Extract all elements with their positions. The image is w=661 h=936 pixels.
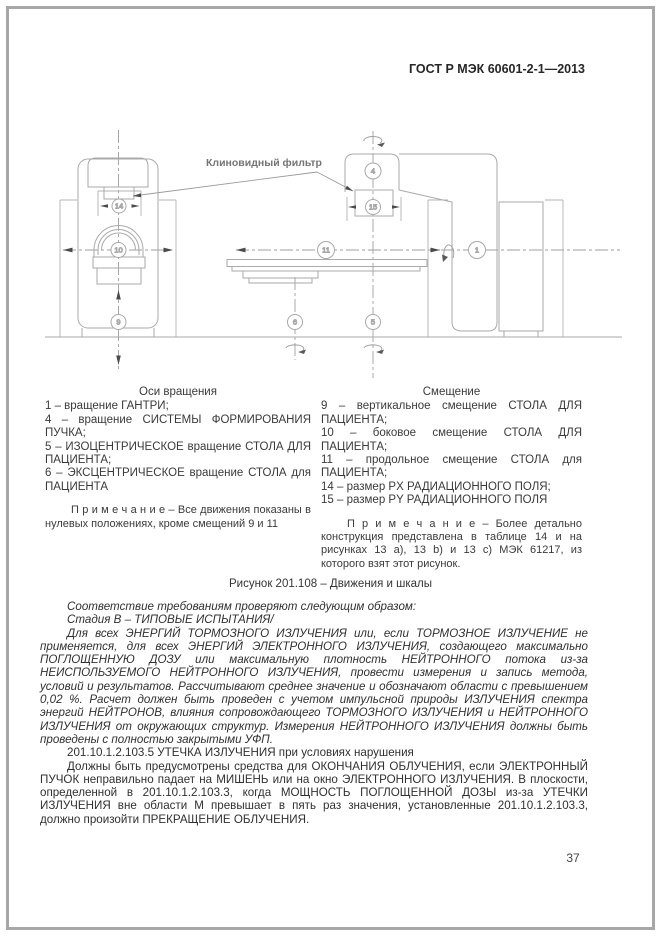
legend-axes-title: Оси вращения — [139, 386, 217, 398]
legend-item: 6 – ЭКСЦЕНТРИЧЕСКОЕ вращение СТОЛА для ПАЦИЕНТА — [45, 467, 311, 493]
legend-item: 5 – ИЗОЦЕНТРИЧЕСКОЕ вращение СТОЛА ДЛЯ ПАЦИЕНТА; — [45, 440, 311, 467]
gantry-side-outline — [399, 154, 497, 331]
callout-14 — [112, 199, 126, 213]
treatment-head-front — [88, 158, 148, 187]
legend-item: 11 – продольное смещение СТОЛА для ПАЦИЕНТА; — [321, 454, 582, 480]
svg-text:5: 5 — [370, 317, 376, 327]
legend-displacement — [321, 386, 582, 571]
svg-text:4: 4 — [370, 166, 376, 176]
svg-text:1: 1 — [474, 245, 480, 255]
callout-10 — [111, 243, 126, 258]
page-number: 37 — [566, 851, 580, 865]
note-right: П р и м е ч а н и е – Более детально конструкция представлена в таблице 14 и на рисунках 13 a), 13 b) и 13 c) МЭК 61217, из которого взят этот рисунок. — [321, 517, 582, 570]
figure-legend — [45, 386, 582, 571]
callout-15 — [366, 200, 381, 215]
svg-text:15: 15 — [368, 202, 378, 212]
note-left: П р и м е ч а н и е – Все движения показаны в нулевых положениях, кроме смещений 9 и 11 — [45, 504, 311, 530]
legend-item: 14 – размер PX РАДИАЦИОННОГО ПОЛЯ; — [321, 480, 551, 493]
legend-item: 4 – вращение СИСТЕМЫ ФОРМИРОВАНИЯ ПУЧКА; — [45, 413, 311, 440]
legend-rotation-axes — [45, 386, 311, 571]
paragraph: Должны быть предусмотрены средства для ОКОНЧАНИЯ ОБЛУЧЕНИЯ, если ЭЛЕКТРОННЫЙ ПУЧОК неправильно падает на МИШЕНЬ или на окно ЭЛЕКТРОННОГО ИЗЛУЧЕНИЯ. В плоскости, определенной в 201.10.1.2.103.3, когда МОЩНОСТЬ ПОГЛОЩЕННОЙ ДОЗЫ из-за УТЕЧКИ ИЗЛУЧЕНИЯ вне области М превышает в пять раз значения, установленные 201.10.1.2.103.3, должно произойти ПРЕКРАЩЕНИЕ ОБЛУЧЕНИЯ. — [40, 759, 588, 826]
legend-item: 15 – размер PY РАДИАЦИОННОГО ПОЛЯ — [321, 494, 548, 507]
callout-6 — [288, 315, 303, 330]
callout-9 — [111, 315, 126, 330]
legend-displacement-title: Смещение — [422, 386, 481, 398]
wedge-filter-front — [104, 187, 134, 199]
svg-text:6: 6 — [292, 317, 298, 327]
svg-text:9: 9 — [116, 317, 121, 327]
legend-item: 1 – вращение ГАНТРИ; — [45, 400, 169, 413]
callout-1 — [469, 242, 486, 259]
callout-11 — [318, 242, 335, 259]
callouts — [111, 163, 486, 330]
patient-table-top — [227, 260, 427, 267]
body-text — [40, 600, 588, 826]
figure-caption: Рисунок 201.108 – Движения и шкалы — [228, 578, 433, 590]
svg-text:10: 10 — [114, 245, 123, 255]
wedge-filter-label: Клиновидный фильтр — [206, 157, 322, 169]
callout-5 — [366, 315, 381, 330]
paragraph: Для всех ЭНЕРГИЙ ТОРМОЗНОГО ИЗЛУЧЕНИЯ или, если ТОРМОЗНОЕ ИЗЛУЧЕНИЕ не применяется, для всех ЭНЕРГИЙ ЭЛЕКТРОННОГО ИЗЛУЧЕНИЯ, создающего максимально ПОГЛОЩЕННУЮ ДОЗУ или максимальную плотность НЕЙТРОННОГО потока из-за НЕИСПОЛЬЗУЕМОГО НЕЙТРОННОГО ИЗЛУЧЕНИЯ, провести измерения и запись метода, условий и результатов. Рассчитывают среднее значение и обозначают области с превышением 0,02 %. Расчет должен быть проведен с учетом импульсной природы ИЗЛУЧЕНИЯ спектра энергий НЕЙТРОНОВ, влияния сопровождающего ТОРМОЗНОГО ИЗЛУЧЕНИЯ и НЕЙТРОННОГО ИЗЛУЧЕНИЯ от окружающих структур. Измерения НЕЙТРОННОГО ИЗЛУЧЕНИЯ должны быть проведены с полностью закрытыми УФП. — [40, 626, 588, 746]
legend-item: 9 – вертикальное смещение СТОЛА ДЛЯ ПАЦИЕНТА; — [321, 400, 582, 426]
callout-4 — [365, 163, 381, 179]
clause-heading: 201.10.1.2.103.5 УТЕЧКА ИЗЛУЧЕНИЯ при условиях нарушения — [67, 746, 414, 760]
paragraph: Соответствие требованиям проверяют следующим образом: — [67, 600, 417, 613]
paragraph: Стадия В – ТИПОВЫЕ ИСПЫТАНИЯ/ — [67, 613, 274, 627]
gantry-stand — [499, 202, 543, 331]
figure-diagram — [20, 113, 642, 389]
svg-text:14: 14 — [114, 201, 124, 211]
limit-lines — [60, 191, 563, 337]
document-title: ГОСТ Р МЭК 60601-2-1—2013 — [409, 62, 585, 76]
leader-lines — [133, 172, 353, 196]
svg-text:11: 11 — [322, 245, 330, 255]
legend-item: 10 – боковое смещение СТОЛА ДЛЯ ПАЦИЕНТА; — [321, 427, 582, 453]
center-lines — [63, 130, 620, 378]
